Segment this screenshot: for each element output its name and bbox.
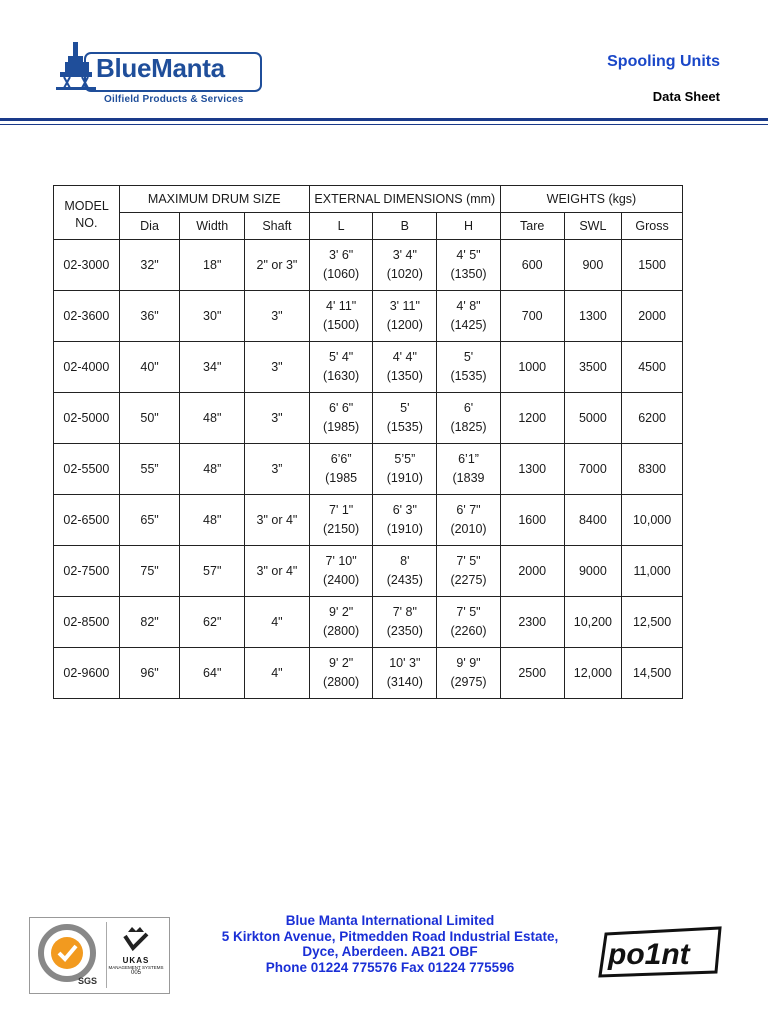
cell-l [309, 342, 373, 393]
dim-imperial: 4' 4" [392, 350, 417, 364]
cell-model: 02-7500 [54, 546, 120, 597]
dim-metric: (1825) [450, 420, 487, 434]
address-line: Phone 01224 775576 Fax 01224 775596 [265, 959, 515, 975]
dim-imperial: 5’5” [394, 452, 416, 466]
cell-h [437, 546, 501, 597]
cell-width: 57" [180, 546, 245, 597]
cell-swl: 7000 [564, 444, 622, 495]
cell-tare: 700 [500, 291, 564, 342]
cell-swl: 900 [564, 240, 622, 291]
table-row [54, 597, 683, 648]
dim-imperial: 6' [463, 401, 474, 415]
cell-tare: 2000 [500, 546, 564, 597]
cell-b [373, 597, 437, 648]
cell-shaft: 3" [245, 291, 310, 342]
dim-metric: (1350) [450, 267, 487, 281]
ukas-number: 005 [130, 970, 141, 976]
col-header-width: Width [180, 213, 245, 240]
cell-gross: 14,500 [622, 648, 683, 699]
dim-metric: (2800) [323, 624, 360, 638]
cell-h [437, 342, 501, 393]
cell-b [373, 648, 437, 699]
dim-metric: (2975) [450, 675, 487, 689]
cell-dia: 36" [119, 291, 180, 342]
footer-address [190, 913, 590, 975]
cell-shaft: 3" or 4" [245, 546, 310, 597]
cell-dia: 96" [119, 648, 180, 699]
ukas-label: UKAS [122, 956, 150, 965]
cell-l [309, 495, 373, 546]
table-row [54, 240, 683, 291]
dim-imperial: 6' 7" [456, 503, 481, 517]
dim-imperial: 5' 4" [329, 350, 354, 364]
dim-metric: (2350) [386, 624, 423, 638]
cell-shaft: 3" or 4" [245, 495, 310, 546]
ukas-sub: MANAGEMENT SYSTEMS [108, 965, 164, 970]
cell-shaft: 2" or 3" [245, 240, 310, 291]
dim-metric: (2435) [386, 573, 423, 587]
dim-imperial: 9' 2" [329, 605, 354, 619]
dim-imperial: 3' 11" [389, 299, 420, 313]
cell-dia: 55” [119, 444, 180, 495]
cell-gross: 6200 [622, 393, 683, 444]
table-row [54, 393, 683, 444]
cell-h [437, 597, 501, 648]
table-row [54, 342, 683, 393]
address-line: Dyce, Aberdeen. AB21 OBF [302, 944, 478, 959]
cell-gross: 4500 [622, 342, 683, 393]
col-header-h: H [437, 213, 501, 240]
cell-b [373, 393, 437, 444]
dim-metric: (1200) [386, 318, 423, 332]
cell-h [437, 291, 501, 342]
dim-imperial: 6' 6" [329, 401, 354, 415]
col-header-swl: SWL [564, 213, 622, 240]
cell-l [309, 648, 373, 699]
cell-tare: 1300 [500, 444, 564, 495]
dim-imperial: 4' 11" [326, 299, 357, 313]
dim-imperial: 9' 9" [456, 656, 481, 670]
cell-model: 02-6500 [54, 495, 120, 546]
cell-width: 62" [180, 597, 245, 648]
cell-h [437, 495, 501, 546]
cell-shaft: 4" [245, 648, 310, 699]
dim-metric: (2275) [450, 573, 487, 587]
cell-h [437, 393, 501, 444]
dim-metric: (1910) [386, 471, 423, 485]
cell-swl: 10,200 [564, 597, 622, 648]
cell-swl: 5000 [564, 393, 622, 444]
sgs-label: SGS [78, 976, 98, 986]
cell-tare: 1200 [500, 393, 564, 444]
cell-tare: 2500 [500, 648, 564, 699]
cell-l [309, 240, 373, 291]
dim-metric: (1020) [386, 267, 423, 281]
cell-l [309, 597, 373, 648]
cell-h [437, 444, 501, 495]
cell-model: 02-5000 [54, 393, 120, 444]
cell-swl: 9000 [564, 546, 622, 597]
dim-metric: (3140) [386, 675, 423, 689]
certification-logos [29, 917, 170, 994]
cell-model: 02-5500 [54, 444, 120, 495]
dim-imperial: 6’6” [330, 452, 352, 466]
dim-metric: (1535) [450, 369, 487, 383]
cell-b [373, 342, 437, 393]
cell-tare: 1600 [500, 495, 564, 546]
group-header-drum: MAXIMUM DRUM SIZE [119, 186, 309, 213]
dim-imperial: 8' [400, 554, 410, 568]
dim-metric: (2800) [323, 675, 360, 689]
dim-metric: (1839 [452, 471, 485, 485]
cell-dia: 50" [119, 393, 180, 444]
ukas-crown-icon [121, 924, 151, 956]
table-row [54, 291, 683, 342]
header-divider [0, 118, 768, 121]
col-header-dia: Dia [119, 213, 180, 240]
table-row [54, 648, 683, 699]
document-title: Spooling Units [607, 53, 720, 70]
cell-gross: 11,000 [622, 546, 683, 597]
company-tagline: Oilfield Products & Services [104, 94, 244, 105]
cell-width: 48" [180, 393, 245, 444]
cell-shaft: 3” [245, 444, 310, 495]
cell-dia: 40" [119, 342, 180, 393]
cell-gross: 2000 [622, 291, 683, 342]
cell-shaft: 3" [245, 342, 310, 393]
dim-metric: (1630) [323, 369, 360, 383]
cell-swl: 8400 [564, 495, 622, 546]
cell-width: 48” [180, 444, 245, 495]
cell-width: 34" [180, 342, 245, 393]
cell-width: 30" [180, 291, 245, 342]
cell-shaft: 3" [245, 393, 310, 444]
group-header-weights: WEIGHTS (kgs) [500, 186, 682, 213]
dim-metric: (1535) [386, 420, 423, 434]
dim-imperial: 6’1” [458, 452, 479, 466]
cell-l [309, 393, 373, 444]
cell-l [309, 444, 373, 495]
cell-b [373, 495, 437, 546]
cell-gross: 1500 [622, 240, 683, 291]
cell-l [309, 546, 373, 597]
cell-shaft: 4" [245, 597, 310, 648]
dim-metric: (1500) [323, 318, 360, 332]
dim-imperial: 7' 1" [329, 503, 354, 517]
dim-imperial: 5' [463, 350, 474, 364]
col-header-l: L [309, 213, 373, 240]
cell-dia: 65" [119, 495, 180, 546]
col-header-shaft: Shaft [245, 213, 310, 240]
cell-l [309, 291, 373, 342]
model-header [54, 186, 120, 240]
cell-gross: 8300 [622, 444, 683, 495]
dim-imperial: 4' 5" [456, 248, 481, 262]
dim-metric: (1425) [450, 318, 487, 332]
ukas-badge [106, 922, 165, 988]
company-name: BlueManta [96, 53, 225, 83]
cell-model: 02-4000 [54, 342, 120, 393]
cell-dia: 75" [119, 546, 180, 597]
dim-metric: (1985 [325, 471, 358, 485]
cell-dia: 82" [119, 597, 180, 648]
dim-metric: (2260) [450, 624, 487, 638]
dim-metric: (1910) [386, 522, 423, 536]
col-header-b: B [373, 213, 437, 240]
table-row [54, 495, 683, 546]
table-row [54, 444, 683, 495]
dim-metric: (2150) [323, 522, 360, 536]
spec-table [53, 185, 683, 699]
model-header-label: MODEL NO. [64, 198, 109, 230]
cell-b [373, 291, 437, 342]
dim-imperial: 6' 3" [392, 503, 417, 517]
cell-h [437, 648, 501, 699]
cell-gross: 10,000 [622, 495, 683, 546]
cell-h [437, 240, 501, 291]
cell-model: 02-3000 [54, 240, 120, 291]
cell-swl: 3500 [564, 342, 622, 393]
cell-gross: 12,500 [622, 597, 683, 648]
cell-b [373, 444, 437, 495]
dim-metric: (1350) [386, 369, 423, 383]
group-header-dimensions: EXTERNAL DIMENSIONS (mm) [309, 186, 500, 213]
cell-model: 02-9600 [54, 648, 120, 699]
cell-width: 18" [180, 240, 245, 291]
dim-metric: (2400) [323, 573, 360, 587]
cell-model: 02-8500 [54, 597, 120, 648]
dim-imperial: 7' 10" [325, 554, 357, 568]
dim-imperial: 9' 2" [329, 656, 354, 670]
point-logo [598, 926, 724, 978]
dim-metric: (2010) [450, 522, 487, 536]
cell-tare: 2300 [500, 597, 564, 648]
document-subtitle: Data Sheet [652, 89, 720, 104]
company-logo [56, 42, 262, 108]
cell-swl: 12,000 [564, 648, 622, 699]
dim-imperial: 7' 8" [392, 605, 417, 619]
cell-b [373, 546, 437, 597]
dim-imperial: 7' 5" [456, 605, 481, 619]
dim-imperial: 10' 3" [389, 656, 421, 670]
table-row [54, 546, 683, 597]
point-logo-text: po1nt [608, 938, 690, 971]
cell-tare: 1000 [500, 342, 564, 393]
dim-imperial: 4' 8" [456, 299, 481, 313]
dim-imperial: 7' 5" [456, 554, 481, 568]
dim-imperial: 5' [400, 401, 410, 415]
cell-model: 02-3600 [54, 291, 120, 342]
header-divider-thin [0, 124, 768, 125]
address-line: Blue Manta International Limited [285, 913, 495, 928]
col-header-gross: Gross [622, 213, 683, 240]
cell-dia: 32" [119, 240, 180, 291]
cell-tare: 600 [500, 240, 564, 291]
cell-width: 48" [180, 495, 245, 546]
cell-width: 64" [180, 648, 245, 699]
address-line: 5 Kirkton Avenue, Pitmedden Road Industrial Estate, [221, 928, 559, 944]
cell-swl: 1300 [564, 291, 622, 342]
dim-metric: (1985) [323, 420, 360, 434]
dim-imperial: 3' 6" [329, 248, 354, 262]
cell-b [373, 240, 437, 291]
dim-imperial: 3' 4" [392, 248, 417, 262]
col-header-tare: Tare [500, 213, 564, 240]
dim-metric: (1060) [323, 267, 360, 281]
sgs-iso-badge [34, 922, 102, 988]
